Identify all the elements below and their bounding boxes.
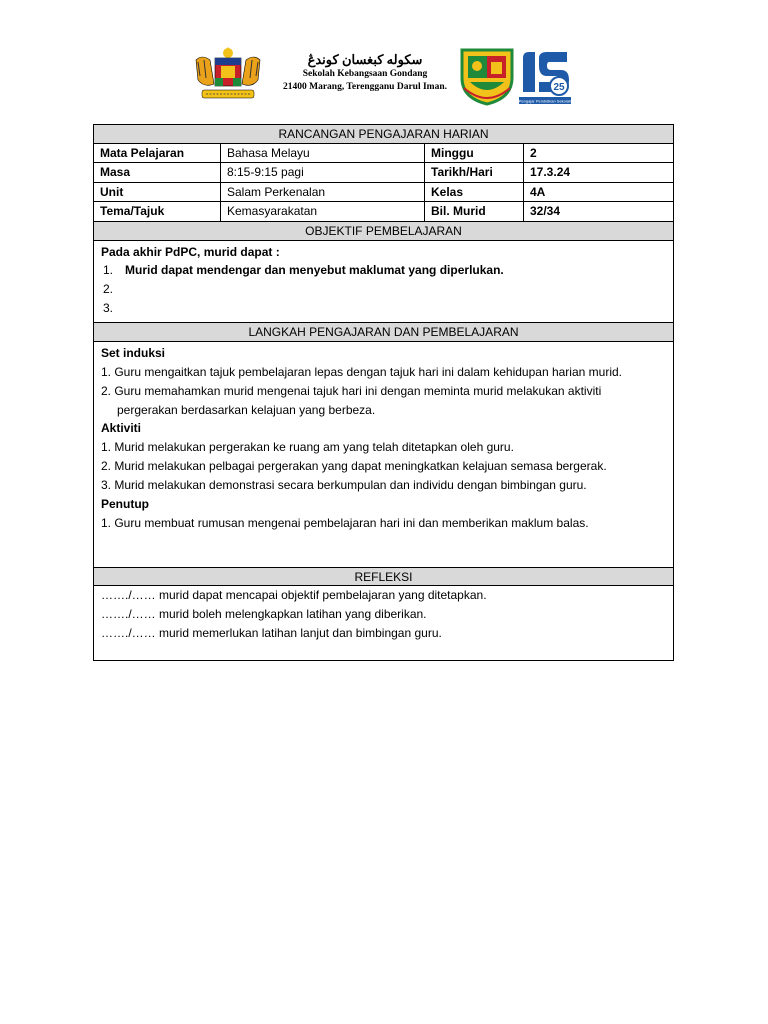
school-name: Sekolah Kebangsaan Gondang [302, 69, 428, 79]
value-bil-murid: 32/34 [530, 204, 561, 219]
objective-intro: Pada akhir PdPC, murid dapat : [101, 244, 280, 259]
refleksi-section [94, 586, 673, 660]
coat-of-arms-icon [188, 46, 268, 102]
value-kelas: 4A [530, 184, 546, 199]
info-row-unit [94, 183, 673, 203]
label-minggu: Minggu [425, 144, 524, 163]
label-masa: Masa [94, 163, 221, 182]
penutup-item: 1. Guru membuat rumusan mengenai pembelajaran hari ini dan memberikan maklum balas. [101, 515, 589, 530]
label-tarikh-hari: Tarikh/Hari [425, 163, 524, 182]
steps-heading: LANGKAH PENGAJARAN DAN PEMBELAJARAN [94, 323, 673, 342]
penutup-title: Penutup [101, 497, 149, 512]
school-badge-icon [458, 44, 516, 106]
info-row-subject [94, 144, 673, 164]
objective-item: 3. [103, 301, 114, 316]
label-tema-tajuk: Tema/Tajuk [94, 202, 221, 221]
value-tema-tajuk: Kemasyarakatan [221, 202, 425, 221]
info-row-time [94, 163, 673, 183]
value-minggu: 2 [530, 145, 537, 160]
value-mata-pelajaran: Bahasa Melayu [221, 144, 425, 163]
steps-section [94, 342, 673, 568]
value-tarikh-hari: 17.3.24 [530, 165, 571, 180]
objective-section [94, 241, 673, 324]
aktiviti-item: 2. Murid melakukan pelbagai pergerakan yang dapat meningkatkan kelajuan semasa bergerak. [101, 459, 607, 474]
aktiviti-item: 1. Murid melakukan pergerakan ke ruang am yang telah ditetapkan oleh guru. [101, 440, 514, 455]
objective-item: 1. Murid dapat mendengar dan menyebut maklumat yang diperlukan. [103, 263, 504, 278]
label-mata-pelajaran: Mata Pelajaran [94, 144, 221, 163]
set-induksi-item-cont: pergerakan berdasarkan kelajuan yang berbeza. [117, 402, 376, 417]
school-address: 21400 Marang, Terengganu Darul Iman. [283, 82, 447, 92]
set-induksi-title: Set induksi [101, 345, 166, 360]
school-name-jawi: سکوله کبغسان کوندڠ [307, 52, 423, 67]
school-identity [270, 52, 460, 94]
info-row-theme [94, 202, 673, 222]
set-induksi-item: 2. Guru memahamkan murid mengenai tajuk hari ini dengan meminta murid melakukan aktiviti [101, 383, 602, 398]
refleksi-line: ……./…… murid boleh melengkapkan latihan yang diberikan. [101, 607, 427, 622]
refleksi-heading: REFLEKSI [94, 568, 673, 587]
aktiviti-item: 3. Murid melakukan demonstrasi secara berkumpulan dan individu dengan bimbingan guru. [101, 478, 587, 493]
value-unit: Salam Perkenalan [221, 183, 425, 202]
document-header [0, 40, 768, 120]
value-masa: 8:15-9:15 pagi [221, 163, 425, 182]
label-unit: Unit [94, 183, 221, 202]
table-title: RANCANGAN PENGAJARAN HARIAN [94, 125, 673, 144]
refleksi-line: ……./…… murid memerlukan latihan lanjut dan bimbingan guru. [101, 626, 442, 641]
label-bil-murid: Bil. Murid [425, 202, 524, 221]
ps-25-logo-icon [517, 48, 573, 106]
aktiviti-title: Aktiviti [101, 421, 142, 436]
refleksi-line: ……./…… murid dapat mencapai objektif pembelajaran yang ditetapkan. [101, 588, 487, 603]
objective-heading: OBJEKTIF PEMBELAJARAN [94, 222, 673, 241]
set-induksi-item: 1. Guru mengaitkan tajuk pembelajaran lepas dengan tajuk hari ini dalam kehidupan harian murid. [101, 364, 622, 379]
objective-item: 2. [103, 282, 114, 297]
lesson-plan-table [93, 124, 674, 661]
ps-logo-caption: Pengajar Pendidikan Sekolah [518, 98, 572, 104]
ps-logo-number: 25 [553, 82, 565, 93]
label-kelas: Kelas [425, 183, 524, 202]
